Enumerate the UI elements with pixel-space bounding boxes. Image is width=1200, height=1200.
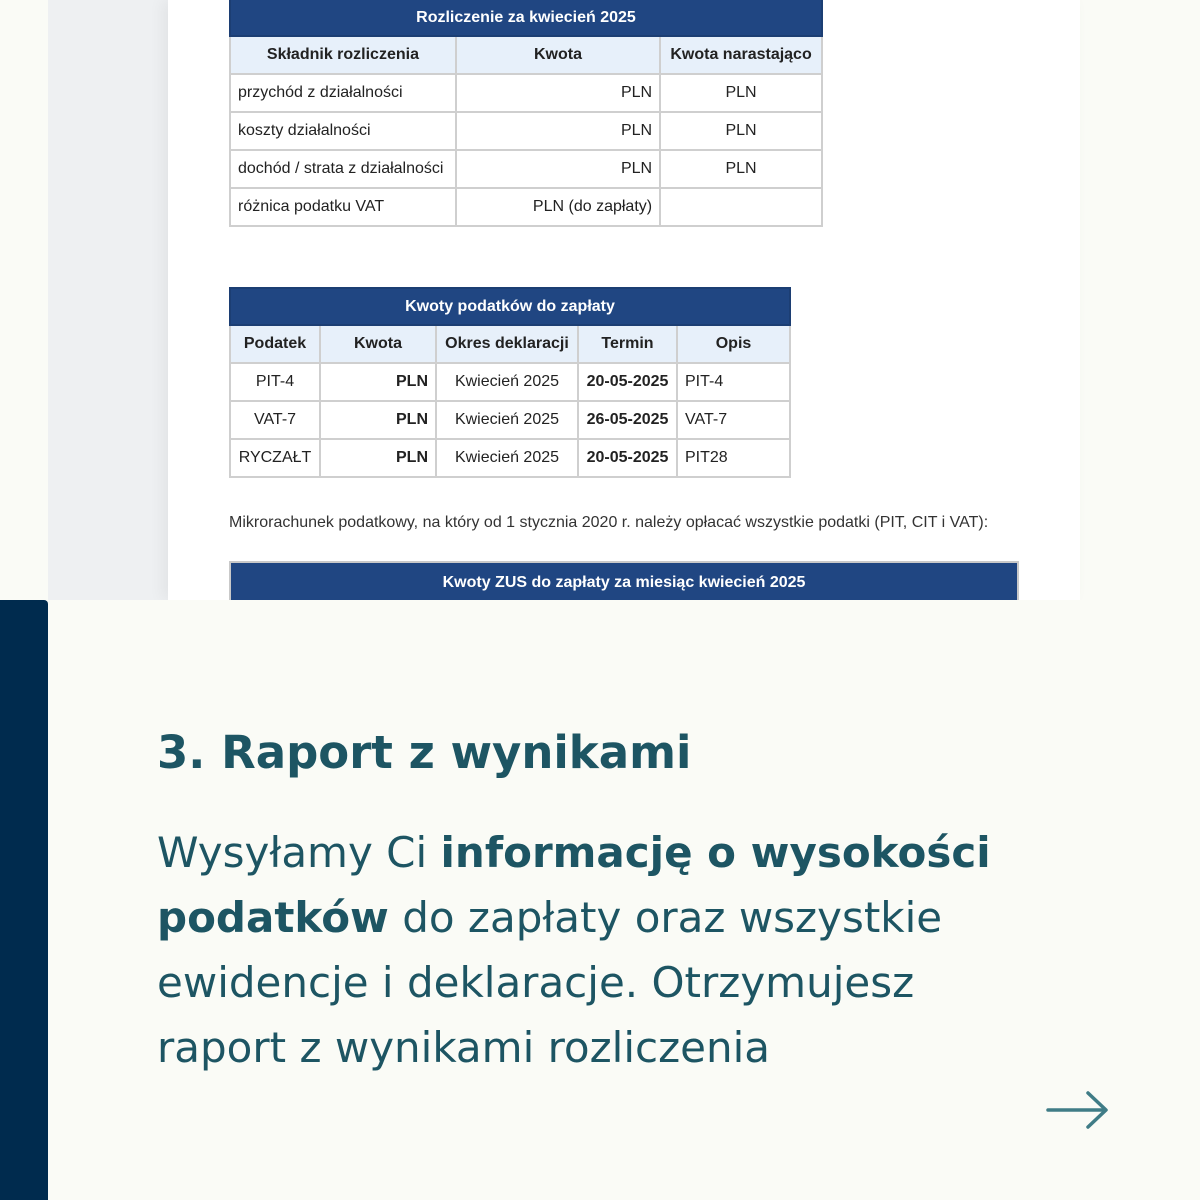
- cumulative-cell: PLN: [660, 74, 822, 112]
- amount-cell: PLN (do zapłaty): [456, 188, 660, 226]
- tax-period-cell: Kwiecień 2025: [436, 363, 578, 401]
- table-row: [230, 150, 822, 188]
- row-label: przychód z działalności: [230, 74, 456, 112]
- tax-amount-cell: PLN: [320, 363, 436, 401]
- settlement-table-title: Rozliczenie za kwiecień 2025: [230, 0, 822, 36]
- zus-table-title: Kwoty ZUS do zapłaty za miesiąc kwiecień 2025: [229, 561, 1019, 600]
- cumulative-cell: PLN: [660, 112, 822, 150]
- table-row: [230, 188, 822, 226]
- tax-description-cell: PIT28: [677, 439, 790, 477]
- body-text-emphasis: informację o wysokości podatków: [157, 828, 991, 942]
- cumulative-cell: PLN: [660, 150, 822, 188]
- column-header: Podatek: [230, 325, 320, 363]
- arrow-right-icon[interactable]: [1046, 1088, 1110, 1132]
- micro-account-note: Mikrorachunek podatkowy, na który od 1 stycznia 2020 r. należy opłacać wszystkie podatki (PIT, CIT i VAT):: [229, 514, 989, 531]
- amount-cell: PLN: [456, 74, 660, 112]
- row-label: dochód / strata z działalności: [230, 150, 456, 188]
- amount-cell: PLN: [456, 112, 660, 150]
- tax-deadline-cell: 20-05-2025: [578, 439, 677, 477]
- column-header: Kwota: [320, 325, 436, 363]
- tax-name-cell: RYCZAŁT: [230, 439, 320, 477]
- column-header: Składnik rozliczenia: [230, 36, 456, 74]
- tax-amount-cell: PLN: [320, 401, 436, 439]
- row-label: różnica podatku VAT: [230, 188, 456, 226]
- slide-body-text: [157, 820, 1037, 1080]
- tax-description-cell: PIT-4: [677, 363, 790, 401]
- accent-sidebar-bar: [0, 600, 48, 1200]
- column-header: Kwota narastająco: [660, 36, 822, 74]
- table-row: [230, 439, 790, 477]
- tax-period-cell: Kwiecień 2025: [436, 439, 578, 477]
- tax-name-cell: PIT-4: [230, 363, 320, 401]
- table-header-row: [230, 325, 790, 363]
- taxes-table-title: Kwoty podatków do zapłaty: [230, 288, 790, 325]
- body-text-intro: Wysyłamy Ci: [157, 828, 441, 877]
- tax-name-cell: VAT-7: [230, 401, 320, 439]
- slide-heading: 3. Raport z wynikami: [157, 726, 692, 779]
- tax-deadline-cell: 20-05-2025: [578, 363, 677, 401]
- table-header-row: [230, 36, 822, 74]
- tax-deadline-cell: 26-05-2025: [578, 401, 677, 439]
- column-header: Opis: [677, 325, 790, 363]
- taxes-table: [229, 287, 791, 478]
- tax-period-cell: Kwiecień 2025: [436, 401, 578, 439]
- column-header: Okres deklaracji: [436, 325, 578, 363]
- tax-description-cell: VAT-7: [677, 401, 790, 439]
- table-row: [230, 112, 822, 150]
- table-row: [230, 74, 822, 112]
- column-header: Kwota: [456, 36, 660, 74]
- settlement-table: [229, 0, 823, 227]
- column-header: Termin: [578, 325, 677, 363]
- cumulative-cell: [660, 188, 822, 226]
- tax-amount-cell: PLN: [320, 439, 436, 477]
- amount-cell: PLN: [456, 150, 660, 188]
- table-row: [230, 401, 790, 439]
- body-text-rest: do zapłaty oraz wszystkie ewidencje i deklaracje. Otrzymujesz raport z wynikami rozliczenia: [157, 893, 943, 1072]
- table-row: [230, 363, 790, 401]
- row-label: koszty działalności: [230, 112, 456, 150]
